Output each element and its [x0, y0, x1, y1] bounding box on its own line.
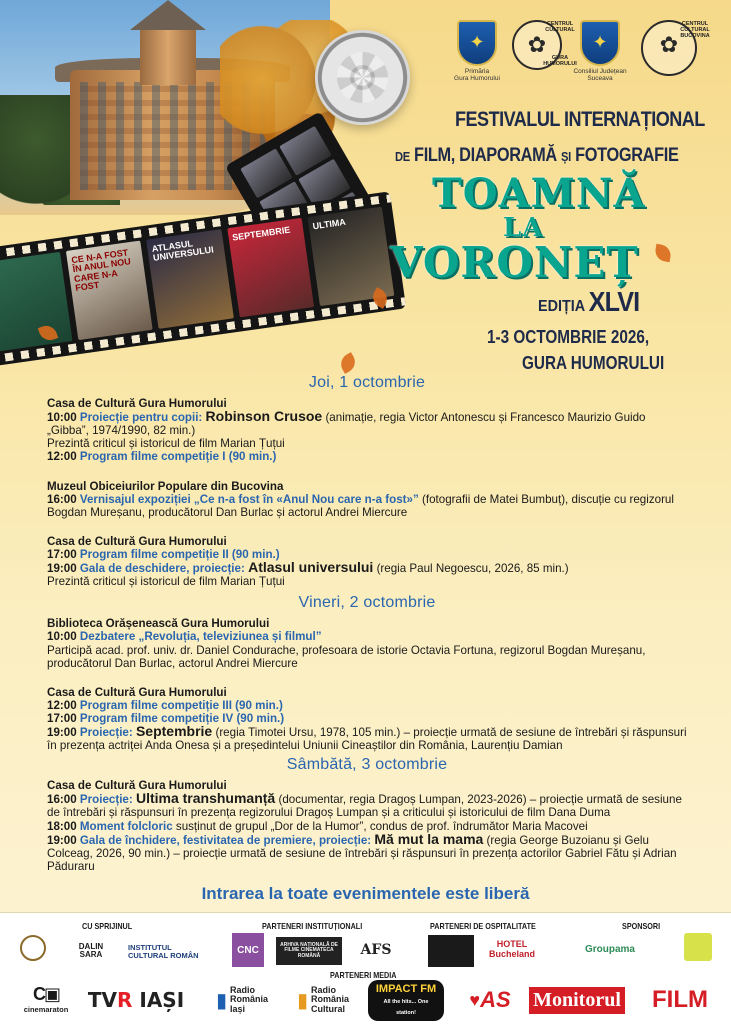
event: 10:00 Proiecție pentru copii: Robinson Crusoe (animație, regia Victor Antonescu și Francesco Maurizio Guido „Gibba”, 1974/1990, 82 min.)	[47, 408, 646, 438]
coat-of-arms-icon	[580, 20, 620, 66]
logo-film: FILM	[652, 986, 708, 1013]
logo-cinemaraton: C▣ cinemaraton	[23, 984, 69, 1014]
poster-caption: ULTIMA	[311, 216, 347, 232]
logo-cnc: CNC	[232, 933, 264, 967]
title-voronet: VORONEȚ	[390, 238, 639, 287]
film-strip-posters	[0, 191, 406, 366]
program	[47, 372, 687, 873]
edition: EDIȚIA XLVI	[538, 286, 640, 317]
support-heading: CU SPRIJINUL	[82, 921, 133, 931]
event: 12:00 Program filme competiție I (90 min.)	[47, 450, 277, 464]
day-heading: Sâmbătă, 3 octombrie	[286, 756, 448, 774]
festival-line-2: DE FILM, DIAPORAMĂ ȘI FOTOGRAFIE	[395, 145, 679, 166]
poster-caption: CE N-A FOST ÎN ANUL NOU CARE N-A FOST	[70, 247, 132, 294]
sponsor-emblem-icon	[684, 933, 712, 961]
poster-caption: SEPTEMBRIE	[231, 224, 291, 243]
title-la: LA	[503, 213, 544, 243]
event: 16:00 Vernisajul expoziției „Ce n-a fost în «Anul Nou care n-a fost»” (fotografii de Matei Bumbuț), discuție cu regizorul Bogdan Mureșanu, producătorul Dan Burlac și actorul Andrei Miercure	[47, 492, 674, 519]
venue: Casa de Cultură Gura Humorului	[47, 397, 227, 411]
poster-frame	[227, 218, 314, 318]
church-tower	[140, 25, 196, 85]
bucovina-rosette-icon: CENTRUL CULTURAL BUCOVINA ✿	[641, 20, 697, 76]
film-reel-icon	[315, 30, 410, 125]
logo-monitorul: Monitorul	[528, 985, 626, 1015]
event: 12:00 Program filme competiție III (90 min.)	[47, 698, 283, 712]
sponsors-heading: SPONSORI	[622, 921, 661, 931]
radio-waves-icon: ▮	[296, 989, 308, 1012]
leaf-icon	[654, 244, 673, 263]
logo-cinemateca: ARHIVA NAȚIONALĂ DE FILME CINEMATECA ROMÂNĂ	[276, 937, 342, 965]
event: 19:00 Proiecție: Septembrie (regia Timotei Ursu, 1978, 105 min.) – proiecție urmată de sesiune de întrebări și răspunsuri în prezența actriței Anda Onesa și a președintelui Uniunii Cineaștilor din România, Laurențiu Damian	[47, 722, 687, 753]
poster-frame	[147, 229, 234, 329]
poster-frame	[66, 241, 153, 341]
logo-label: Primăria Gura Humorului	[454, 68, 500, 83]
event: 17:00 Program filme competiție IV (90 min.)	[47, 711, 285, 725]
event: 16:00 Proiecție: Ultima transhumanță (documentar, regia Dragoș Lumpan, 2023-2026) – proiecție urmată de sesiune de întrebări și răspunsuri în prezența regizorului Dragoș Lumpan și a criticului și istoricului de film Dana Duma	[47, 790, 682, 820]
day-heading: Joi, 1 octombrie	[308, 374, 426, 391]
leaf-icon	[337, 352, 359, 374]
logo-centrul-cultural	[508, 20, 577, 70]
poster-frame	[0, 252, 73, 352]
event: 19:00 Gala de închidere, festivitatea de premiere, proiecție: Mă mut la mama (regia George Buzoianu și Gelu Colceag, 2026, 90 min.) – proiecție urmată de sesiune de întrebări și răspunsuri în prezența actorilor Gabriel Fătu și Adrian Păduraru	[47, 830, 677, 873]
logo-impact-fm: IMPACT FM All the hits... One station!	[368, 983, 444, 1017]
cultural-center-icon: CENTRUL CULTURAL GURA HUMORULUI ✿	[512, 20, 562, 70]
logo-tvr-iasi: TV R IAȘI	[87, 988, 185, 1012]
logo-vas: ♥ AS	[469, 987, 511, 1012]
logo-radio-romania-iasi: ▮ Radio România Iași	[215, 984, 269, 1014]
event-note: Prezintă criticul și istoricul de film Marian Țuțui	[47, 575, 285, 589]
radio-waves-icon: ▮	[215, 989, 227, 1012]
organizer-logos	[448, 20, 718, 100]
logo-groupama: Groupama	[584, 943, 635, 955]
logo-label: Consiliul Județean Suceava	[573, 68, 627, 83]
festival-dates: 1-3 OCTOMBRIE 2026,	[487, 327, 650, 347]
venue: Muzeul Obiceiurilor Populare din Bucovina	[47, 479, 284, 493]
event: 19:00 Gala de deschidere, proiecție: Atlasul universului (regia Paul Negoescu, 2026, 85 min.)	[47, 559, 569, 576]
hospitality-heading: PARTENERI DE OSPITALITATE	[430, 921, 536, 931]
venue: Casa de Cultură Gura Humorului	[47, 779, 227, 793]
logo-bucheland: HOTEL Bucheland	[488, 939, 535, 959]
logo-radio-romania-cultural: ▮ Radio România Cultural	[296, 984, 350, 1014]
coat-of-arms-icon	[457, 20, 497, 66]
free-entry-notice: Intrarea la toate evenimentele este liberă	[201, 884, 530, 903]
event-note: Participă acad. prof. univ. dr. Daniel Condurache, profesoara de istorie Octavia Fortuna, regizorul Bogdan Mureșanu, producătorul Dan Burlac, actorul Andrei Miercure	[47, 643, 646, 670]
partners-footer	[0, 912, 731, 1024]
venue: Casa de Cultură Gura Humorului	[47, 685, 227, 699]
event: 18:00 Moment folcloric susținut de grupul „Dor de la Humor”, condus de prof. îndrumător Maria Macovei	[47, 819, 588, 833]
institutional-heading: PARTENERI INSTITUȚIONALI	[262, 921, 363, 931]
hotel-logo-icon	[428, 935, 474, 967]
church-spire	[130, 0, 206, 30]
event: 10:00 Dezbatere „Revoluția, televiziunea și filmul”	[47, 630, 322, 644]
festival-line-1: FESTIVALUL INTERNAȚIONAL	[455, 108, 705, 131]
media-heading: PARTENERI MEDIA	[330, 970, 397, 980]
venue: Casa de Cultură Gura Humorului	[47, 534, 227, 548]
event: 17:00 Program filme competiție II (90 min.)	[47, 547, 280, 561]
day-heading: Vineri, 2 octombrie	[298, 594, 436, 612]
poster-caption: ATLASUL UNIVERSULUI	[151, 238, 215, 264]
title-toamna: TOAMNĂ	[432, 170, 646, 217]
logo-primaria	[454, 20, 500, 82]
logo-afs: AFS	[360, 942, 392, 958]
heart-icon: ♥	[469, 989, 481, 1010]
logo-centrul-cultural-bucovina	[638, 20, 710, 76]
festival-place: GURA HUMORULUI	[522, 353, 665, 373]
logo-dalin-sara: DALIN SARA	[78, 942, 104, 959]
venue: Biblioteca Orășenească Gura Humorului	[47, 617, 270, 631]
cinemaraton-mark-icon: C▣	[32, 984, 59, 1004]
logo-consiliul-judetean	[570, 20, 630, 82]
emblem-icon	[20, 935, 46, 961]
event-note: Prezintă criticul și istoricul de film Marian Țuțui	[47, 437, 285, 451]
logo-icr: INSTITUTUL CULTURAL ROMÂN	[128, 943, 199, 960]
